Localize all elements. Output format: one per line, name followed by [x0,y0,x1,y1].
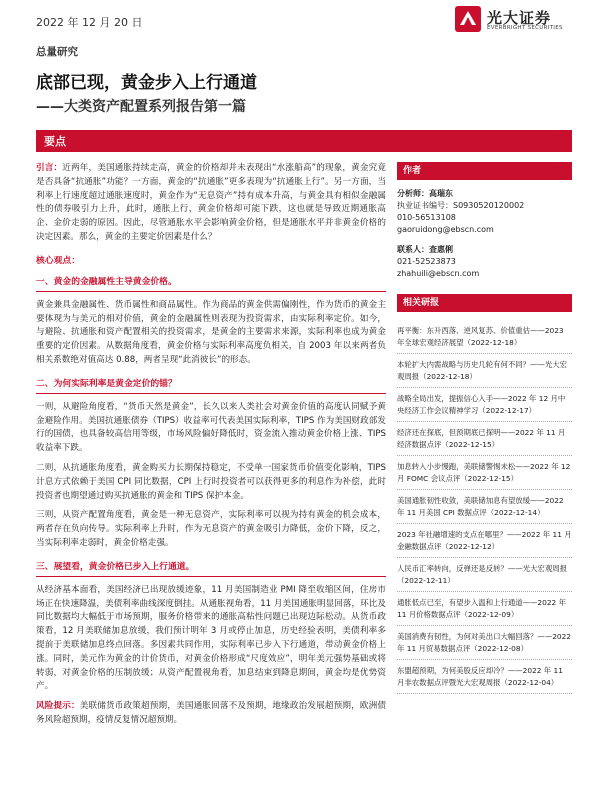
related-report-item[interactable]: 东盟超预期，为何美股反应却冷？——2022 年 11 月非农数据点评暨光大宏观周报（2022-12-04） [397,660,572,694]
section-divider [36,393,386,394]
company-logo [455,6,585,36]
related-report-item[interactable]: 本轮扩大内需战略与历史几轮有何不同？——光大宏观周报（2022-12-18） [397,354,572,388]
contact-email[interactable]: zhahuili@ebscn.com [397,269,480,278]
related-report-item[interactable]: 经济还在探底，但预期底已探明——2022 年 11 月经济数据点评（2022-12-15） [397,422,572,456]
analyst-email[interactable]: gaoruidong@ebscn.com [397,225,494,234]
section-1-paragraph-1: 黄金兼具金融属性、货币属性和商品属性。作为商品的黄金供需偏刚性，作为货币的黄金主要体现为与美元的相对价值，黄金的金融属性则表现为投资需求，由实际利率定价。如今，与避险、抗通胀和资产配置相关的投资需求，是黄金的主要需求来源，实际利率也成为黄金重要的定价因素。从数据角度看，黄金价格与实际利率高度负相关，自 2003 年以来两者负相关系数绝对值高达 0.88，两者呈现“此消彼长”的形态。 [36,299,386,365]
analyst-line [397,188,572,200]
related-report-item[interactable]: 美国消费有韧性，为何对美出口大幅回落？——2022 年 11 月贸易数据点评（2022-12-08） [397,626,572,660]
analyst-name: 高瑞东 [429,189,453,198]
related-reports-header: 相关研报 [397,294,572,312]
section-heading-1: 一、黄金的金融属性主导黄金价格。 [36,276,177,287]
section-heading-2: 二、为何实际利率是黄金定价的锚？ [36,378,177,389]
contact-name: 查惠俐 [429,245,453,254]
section-2-paragraph-3: 三则，从资产配置角度看，黄金是一种无息资产，实际利率可以视为持有黄金的机会成本，两者存在负向传导。实际利率上升时，作为无息资产的黄金吸引力降低，金价下降，反之，当实际利率走弱时，黄金价格走强。 [36,510,386,548]
intro-label: 引言： [36,163,63,173]
analyst-phone: 010-56513108 [397,213,456,222]
related-report-item[interactable]: 再平衡：东升西落、逆风复苏、价值重估——2023 年全球宏观经济展望（2022-12-18） [397,320,572,354]
analyst-cert: 执业证书编号：S0930520120002 [397,201,525,210]
related-report-item[interactable]: 2023 年社融增速的支点在哪里？——2022 年 11 月金融数据点评（2022-12-12） [397,524,572,558]
contact-label: 联系人： [397,245,429,254]
related-report-item[interactable]: 人民币汇率转向，反弹还是反转？——光大宏观周报（2022-12-11） [397,558,572,592]
sidebar [397,162,572,694]
related-report-item[interactable]: 美国通胀韧性收敛，美联储加息有望放缓——2022 年 11 月美国 CPI 数据点评（2022-12-14） [397,490,572,524]
section-heading-3: 三、展望看，黄金价格已步入上行通道。 [36,561,195,572]
intro-text: 近两年，美国通胀持续走高，黄金的价格却并未表现出“水涨船高”的现象，黄金究竟是否具备“抗通胀”功能？一方面，黄金的“抗通胀”更多表现为“抗通胀上行”。另一方面，当利率上行速度超过通胀速度时，黄金作为“无息资产”持有成本升高，与黄金具有相似金融属性的债券吸引力上升，此时，通胀上行，黄金价格却可能下跌，这也就是导致近期通胀高企、金价走弱的原因。因此，尽管通胀水平会影响黄金价格，但是通胀水平并非黄金价格的决定因素。那么，黄金的主要定价因素是什么？ [36,163,386,242]
report-date: 2022 年 12 月 20 日 [36,16,143,29]
keypoints-header [36,130,572,152]
logo-text-en: EVERBRIGHT SECURITIES [487,25,563,31]
risk-text: 美联储货币政策超预期，美国通胀回落不及预期，地缘政治发展超预期，欧洲债务风险超预期，疫情反复情况超预期。 [36,701,386,725]
risk-label: 风险提示： [36,701,80,712]
section-3-paragraph-1: 从经济基本面看，美国经济已出现放缓迹象，11 月美国制造业 PMI 降至收缩区间，住房市场正在快速降温，美债利率曲线深度倒挂。从通胀视角看，11 月美国通胀明显回落，环比及同比数据均大幅低于市场预期，服务价格带来的通胀高粘性问题已出现边际松动。从货币政策看，12 月美联储加息放缓，我们预计明年 3 月或停止加息，历史经验表明，美债利率多提前于美联储加息终点回落。多因素共同作用，实际利率已步入下行通道，带动黄金价格上涨。同时，美元作为黄金的计价货币，对黄金价格形成“尺度效应”，明年美元强势基础或将转弱，对黄金价格的压制放缓；从资产配置视角看，加息结束到降息期间，黄金均是优势资产。 [36,584,386,692]
contact-phone: 021-52523873 [397,257,456,266]
related-report-item[interactable]: 战略全局出发，提振信心入手——2022 年 12 月中央经济工作会议精神学习（2022-12-17） [397,388,572,422]
related-report-item[interactable]: 通胀低点已至，有望步入温和上行通道——2022 年 11 月价格数据点评（2022-12-09） [397,592,572,626]
section-2-paragraph-1: 一则，从避险角度看，“货币天然是黄金”，长久以来人类社会对黄金价值的高度认同赋予黄金避险作用。美国抗通胀债券（TIPS）收益率可代表美国实际利率，TIPS 作为美国财政部发行的国债，也具备较高信用等级，市场风险偏好降低时，资金流入推动黄金价格上涨、TIPS 收益率下跌。 [36,401,386,454]
contact-line [397,244,572,256]
everbright-logo-icon [455,6,481,32]
risk-paragraph [36,700,386,728]
intro-paragraph [36,162,386,245]
report-title: 底部已现，黄金步入上行通道 [36,73,257,93]
report-category: 总量研究 [36,46,78,58]
keypoints-label: 要点 [44,135,66,148]
logo-text-cn: 光大证券 [487,9,552,27]
main-content [36,162,386,734]
section-divider [36,576,386,577]
core-views-label: 核心观点： [36,255,80,266]
section-divider [36,291,386,292]
related-report-item[interactable]: 加息转入小步慢跑，美联储警惕未松——2022 年 12 月 FOMC 会议点评（2022-12-15） [397,456,572,490]
authors-header: 作者 [397,162,572,180]
analyst-label: 分析师： [397,189,429,198]
report-subtitle: ——大类资产配置系列报告第一篇 [36,99,246,115]
section-2-paragraph-2: 二则，从抗通胀角度看，黄金购买力长期保持稳定，不受单一国家货币价值变化影响，TIPS 计息方式依赖于美国 CPI 同比数据，CPI 上行时投资者可以获得更多的利息作为补偿，此时投资者也期望通过购买抗通胀的黄金和 TIPS 保护本金。 [36,462,386,501]
